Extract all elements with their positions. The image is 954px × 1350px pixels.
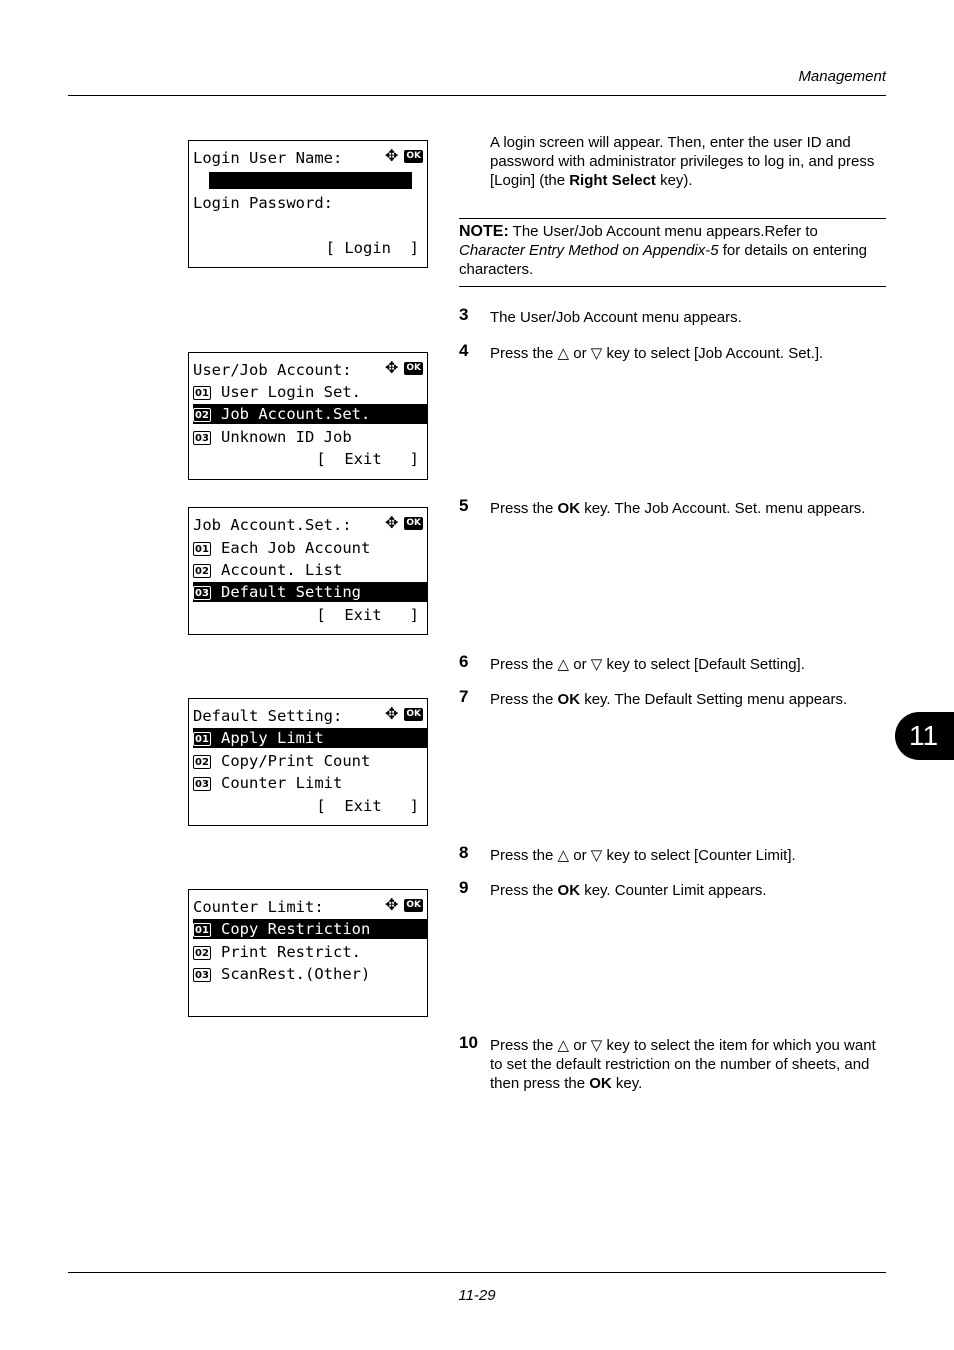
note-text-end: for details on entering characters. [459,242,868,278]
ok-icon: OK [406,708,421,719]
item-number-icon: 02 [193,408,211,422]
step-number: 9 [459,878,469,897]
lcd-menu-item-label: Apply Limit [221,729,324,747]
note-top-rule [459,218,886,219]
lcd-icons [385,706,423,722]
four-way-arrow-icon: ✥ [384,146,399,165]
lcd-menu-item [193,538,427,558]
step-text-part: Press the △ or ▽ key to select the item for which you want to set the default restriction on the number of sheets, and then press the [490,1037,876,1092]
lcd-line-user-name: Login User Name: [193,149,343,167]
lcd-menu-item [193,427,427,447]
step-text-part: Press the [490,882,558,899]
step-text: The User/Job Account menu appears. [490,309,742,326]
lcd-default-setting-screen [188,698,428,826]
lcd-menu-item [193,773,427,793]
step-number: 4 [459,341,469,360]
ok-key-label: OK [557,691,581,708]
step-text: Press the △ or ▽ key to select [Job Account. Set.]. [490,345,824,362]
lcd-menu-item-selected [193,728,427,748]
lcd-counter-limit-screen [188,889,428,1017]
lcd-menu-item-selected [193,582,427,602]
intro-text: A login screen will appear. Then, enter the user ID and password with administrator privileges to log in, and press [Login] (the [490,134,875,189]
ok-key-label: OK [557,882,581,899]
step-text-part: key. The Default Setting menu appears. [580,691,848,708]
step-text-part: Press the [490,500,558,517]
item-number-icon: 01 [193,542,211,556]
item-number-icon: 02 [193,755,211,769]
lcd-menu-item [193,560,427,580]
item-number-icon: 01 [193,386,211,400]
four-way-arrow-icon: ✥ [384,358,399,377]
step-number: 6 [459,652,469,671]
note-reference: Character Entry Method on Appendix-5 [459,242,719,259]
ok-icon: OK [406,899,421,910]
note-bottom-rule [459,286,886,287]
lcd-menu-item-label: Default Setting [221,583,361,601]
lcd-menu-item-label: Account. List [221,561,343,579]
lcd-menu-item-label: ScanRest.(Other) [221,965,371,983]
intro-bold: Right Select [569,172,656,189]
step-text [490,881,886,900]
step-number: 7 [459,687,469,706]
lcd-login-button: [ Login ] [325,239,419,257]
lcd-input-cursor-bar [209,172,412,189]
lcd-menu-item-label: Job Account.Set. [221,405,371,423]
lcd-menu-item [193,942,427,962]
lcd-login-screen [188,140,428,268]
intro-paragraph [490,133,886,190]
lcd-menu-item [193,964,427,984]
ok-key-label: OK [589,1075,612,1092]
intro-text-end: key). [655,172,693,189]
header-rule [68,95,886,96]
lcd-icons [385,515,423,531]
lcd-icons [385,360,423,376]
lcd-menu-item-label: User Login Set. [221,383,361,401]
item-number-icon: 03 [193,586,211,600]
lcd-icons [385,897,423,913]
step-text-part: key. The Job Account. Set. menu appears. [580,500,866,517]
ok-icon: OK [406,517,421,528]
item-number-icon: 03 [193,968,211,982]
item-number-icon: 02 [193,946,211,960]
ok-icon: OK [406,150,421,161]
lcd-menu-item-selected [193,404,427,424]
item-number-icon: 01 [193,923,211,937]
step-number: 8 [459,843,469,862]
lcd-menu-item [193,751,427,771]
lcd-menu-item-label: Unknown ID Job [221,428,352,446]
note-box [459,222,886,279]
lcd-menu-item [193,382,427,402]
four-way-arrow-icon: ✥ [384,895,399,914]
step-number: 5 [459,496,469,515]
chapter-tab: 11 [895,712,954,760]
step-text-part: key. [611,1075,643,1092]
ok-key-label: OK [557,500,581,517]
step-number: 10 [459,1033,478,1052]
lcd-line-password: Login Password: [193,194,333,212]
step-text-part: key. Counter Limit appears. [580,882,767,899]
step-number: 3 [459,305,469,324]
item-number-icon: 03 [193,777,211,791]
lcd-icons [385,148,423,164]
four-way-arrow-icon: ✥ [384,513,399,532]
lcd-menu-item-label: Copy/Print Count [221,752,371,770]
lcd-exit-button: [ Exit ] [316,606,419,624]
note-text: The User/Job Account menu appears.Refer to [508,223,818,240]
lcd-menu-item-label: Each Job Account [221,539,371,557]
lcd-menu-item-label: Counter Limit [221,774,343,792]
ok-icon: OK [406,362,421,373]
lcd-user-job-account-screen [188,352,428,480]
lcd-exit-button: [ Exit ] [316,450,419,468]
item-number-icon: 02 [193,564,211,578]
step-text-part: Press the [490,691,558,708]
page-number: 11-29 [458,1287,496,1304]
lcd-job-account-set-screen [188,507,428,635]
footer-rule [68,1272,886,1273]
lcd-menu-item-label: Print Restrict. [221,943,361,961]
step-text: Press the △ or ▽ key to select [Counter Limit]. [490,847,796,864]
lcd-title: Default Setting: [193,707,343,725]
step-text [490,690,886,709]
lcd-exit-button: [ Exit ] [316,797,419,815]
step-text: Press the △ or ▽ key to select [Default Setting]. [490,656,805,673]
lcd-title: Counter Limit: [193,898,324,916]
lcd-menu-item-label: Copy Restriction [221,920,371,938]
step-text [490,1036,886,1093]
note-label: NOTE: [459,223,509,240]
lcd-menu-item-selected [193,919,427,939]
lcd-title: Job Account.Set.: [193,516,352,534]
four-way-arrow-icon: ✥ [384,704,399,723]
running-header: Management [798,68,886,85]
step-text [490,499,886,518]
item-number-icon: 03 [193,431,211,445]
item-number-icon: 01 [193,732,211,746]
lcd-title: User/Job Account: [193,361,352,379]
